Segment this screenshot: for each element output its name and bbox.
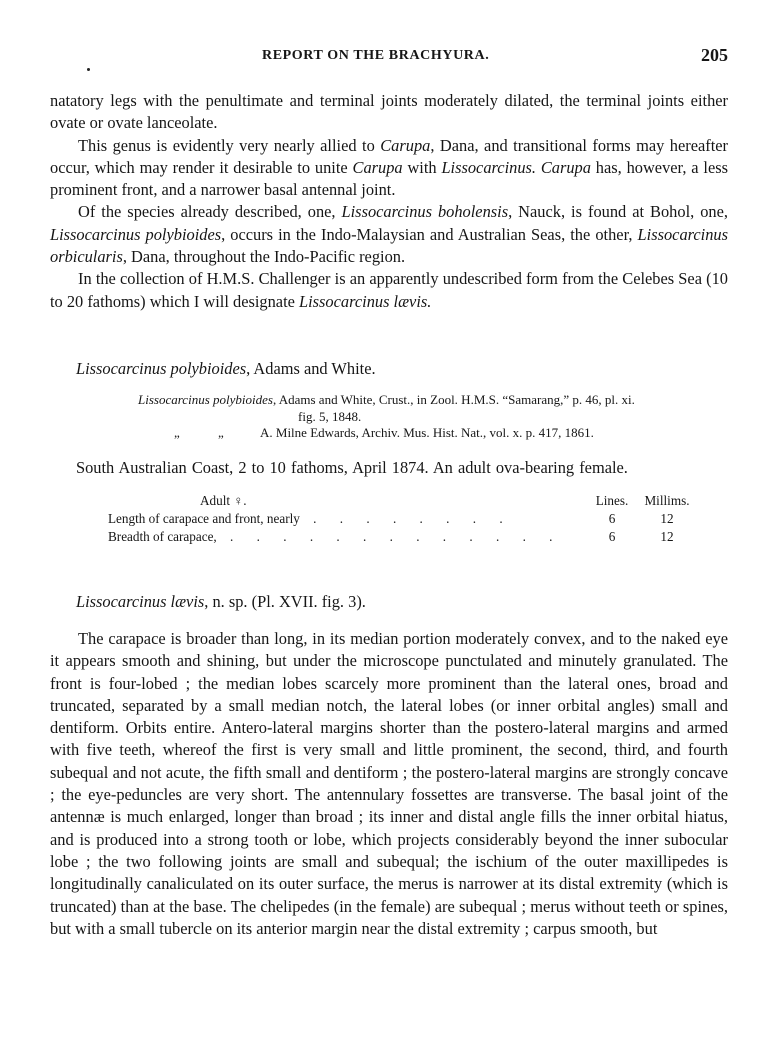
- table-row: [108, 510, 700, 528]
- species-name: Lissocarcinus lævis.: [299, 291, 432, 311]
- species-name: Lissocarcinus polybioides: [50, 224, 222, 244]
- intro-paragraph-4: [50, 268, 728, 313]
- intro-section: [50, 90, 728, 313]
- table-header-label: Adult ♀.: [200, 493, 247, 508]
- intro-paragraph-2: [50, 135, 728, 202]
- text-run: , Dana, throughout the Indo-Pacific region.: [122, 247, 406, 267]
- table-row: [108, 528, 700, 546]
- species-heading-laevis: [76, 592, 366, 612]
- ditto-mark: „: [174, 425, 180, 440]
- species-name: Lissocarcinus polybioides: [76, 359, 247, 378]
- row-label-text: Breadth of carapace,: [108, 529, 217, 544]
- cell-millims: 12: [660, 511, 674, 526]
- text-run: This genus is evidently very nearly allied to: [78, 135, 381, 155]
- cell-lines: 6: [608, 511, 616, 526]
- specimen-locality: South Australian Coast, 2 to 10 fathoms, April 1874. An adult ova-bearing female.: [76, 458, 628, 477]
- genus-name: Carupa: [380, 135, 431, 155]
- description-paragraph: The carapace is broader than long, in its median portion moderately convex, and to the naked eye it appears smooth and shining, but under the microscope punctulated and minutely granulated. The front is four-lobed ; the median lobes scarcely more prominent than the lateral ones, broad and truncated, separated by a small median notch, the lateral lobes (or inner orbital angles) small and dentiform. Orbits entire. Antero-lateral margins shorter than the postero-lateral margins and armed with five teeth, whereof the first is very small and little prominent, the second, third, and fourth subequal and not acute, the fifth small and dentiform ; the postero-lateral margins are strongly concave ; the eye-peduncles are very short. The antennulary fossettes are transverse. The basal joint of the antennæ is much enlarged, longer than broad ; its inner and distal angle fills the inner orbital hiatus, and is produced into a strong tooth or lobe, which projects considerably beyond the inner subocular lobe ; the two following joints are small and subequal; the ischium of the outer maxillipedes is longitudinally canaliculated on its outer surface, the merus is narrower at its distal extremity (which is truncated) than at the base. The chelipedes (in the female) are subequal ; merus without teeth or spines, but with a small tubercle on its anterior margin near the distal extremity ; carpus smooth, but: [50, 629, 728, 938]
- reference-text: A. Milne Edwards, Archiv. Mus. Hist. Nat., vol. x. p. 417, 1861.: [260, 425, 594, 440]
- reference-1-continued: fig. 5, 1848.: [298, 408, 362, 424]
- reference-1: [138, 392, 730, 409]
- reference-species-name: Lissocarcinus polybioides: [138, 392, 273, 407]
- reference-text: , Adams and White, Crust., in Zool. H.M.S. “Samarang,” p. 46, pl. xi.: [272, 392, 635, 407]
- row-label: [108, 528, 590, 546]
- text-run: , Dana, and transitional forms may hereafter occur, which may render it desirable to unite: [50, 135, 728, 177]
- ink-speck: [87, 68, 90, 71]
- intro-paragraph-1: natatory legs with the penultimate and terminal joints moderately dilated, the terminal joints either ovate or ovate lanceolate.: [50, 91, 728, 133]
- text-run: In the collection of H.M.S. Challenger is an apparently undescribed form from the Celebes Sea (10 to 20 fathoms) which I will designate: [50, 269, 728, 311]
- genus-name: Carupa: [352, 157, 403, 177]
- species-heading-polybioides: [76, 359, 376, 379]
- cell-millims: 12: [660, 529, 674, 544]
- species-name: Lissocarcinus orbicularis: [50, 224, 729, 267]
- intro-paragraph-3: [50, 201, 728, 268]
- measurement-table: [108, 492, 700, 546]
- page-number: 205: [701, 45, 728, 65]
- row-label: [108, 510, 590, 528]
- species-name: Lissocarcinus boholensis: [341, 202, 509, 222]
- table-header-row: [108, 492, 700, 510]
- genus-name: Lissocarcinus.: [441, 157, 536, 177]
- column-header-millims: Millims.: [644, 493, 690, 508]
- running-title: REPORT ON THE BRACHYURA.: [262, 48, 490, 63]
- species-name: Lissocarcinus lævis: [76, 592, 205, 611]
- leader-dots: . . . . . . . . . . . . .: [216, 529, 563, 544]
- description-section: [50, 628, 728, 940]
- cell-lines: 6: [608, 529, 616, 544]
- column-header-lines: Lines.: [595, 493, 629, 508]
- ditto-mark: „: [218, 425, 224, 440]
- reference-2: [138, 425, 730, 442]
- text-run: , occurs in the Indo-Malaysian and Australian Seas, the other,: [221, 224, 638, 244]
- text-run: Of the species already described, one,: [78, 202, 342, 222]
- species-author: , n. sp. (Pl. XVII. fig. 3).: [204, 592, 366, 611]
- text-run: has, however, a less prominent front, and a narrower basal antennal joint.: [50, 157, 728, 200]
- text-run: with: [402, 157, 442, 177]
- text-run: , Nauck, is found at Bohol, one,: [508, 202, 728, 222]
- leader-dots: . . . . . . . .: [299, 511, 513, 526]
- species-author: , Adams and White.: [246, 359, 376, 378]
- synonymy-references: [138, 392, 730, 442]
- row-label-text: Length of carapace and front, nearly: [108, 511, 300, 526]
- genus-name: Carupa: [540, 157, 591, 177]
